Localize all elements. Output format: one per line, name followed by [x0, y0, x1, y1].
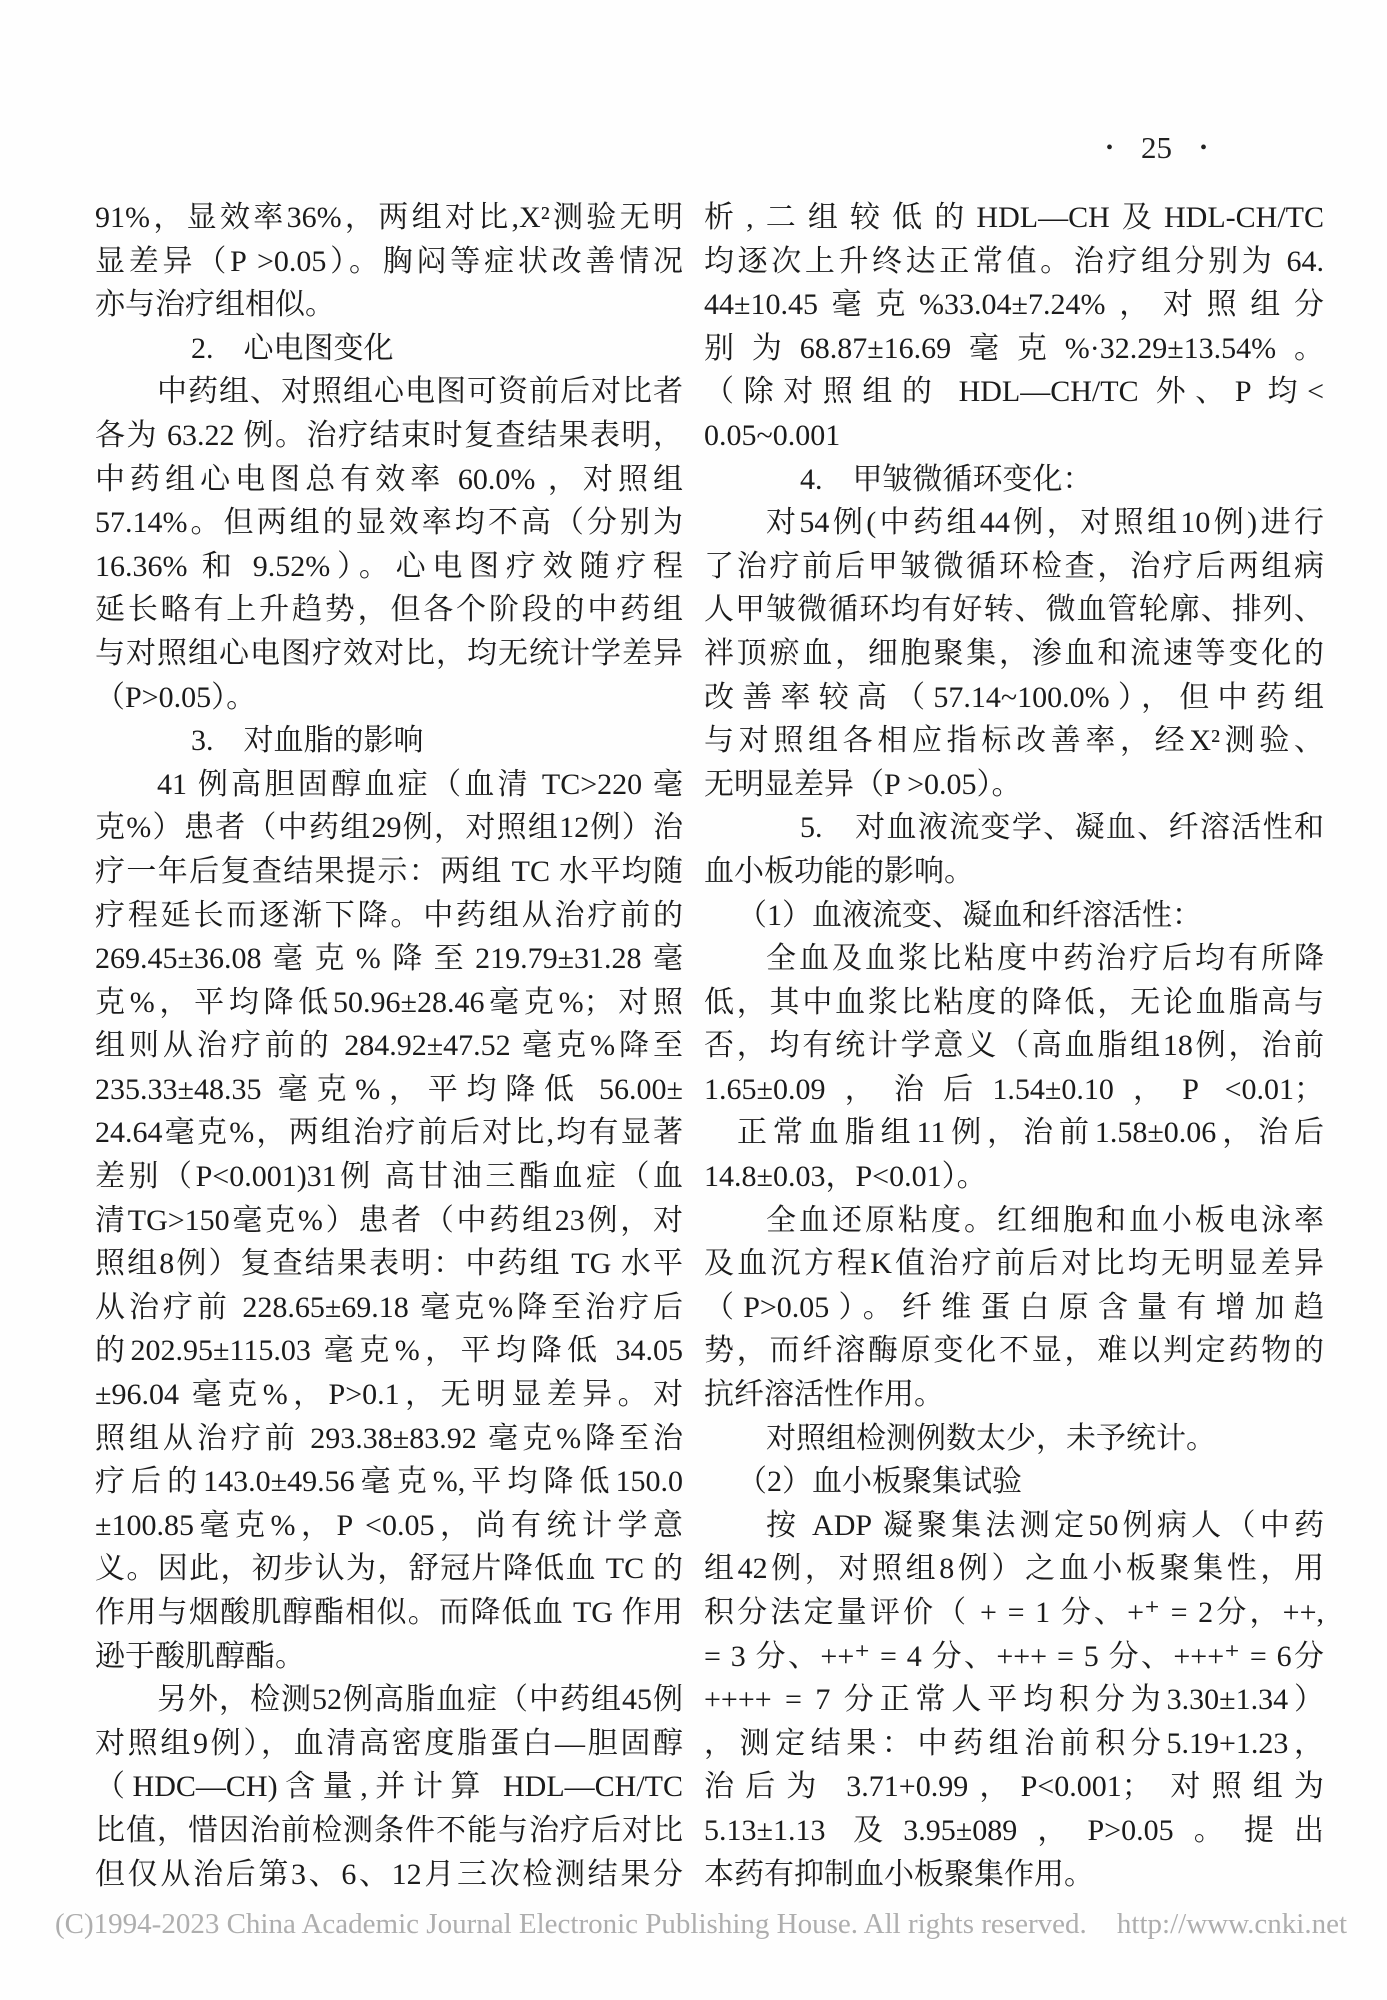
page-number-header — [1106, 130, 1207, 166]
text-line: 44±10.45毫克%33.04±7.24%，对照组分 — [704, 288, 1324, 322]
text-line: 中药组、对照组心电图可资前后对比者 — [157, 375, 683, 409]
left-column — [95, 196, 683, 1896]
text-line: 中药组心电图总有效率 60.0% ，对照组 — [95, 462, 683, 496]
text-line: 治后为 3.71+0.99，P<0.001； 对照组为 — [704, 1770, 1324, 1804]
text-line: 疗程延长而逐渐下降。中药组从治疗前的 — [95, 898, 683, 932]
text-line: 按 ADP 凝聚集法测定50例病人（中药 — [766, 1508, 1324, 1542]
text-line: 无明显差异（P >0.05）。 — [704, 767, 1022, 801]
text-line: = 3 分、++⁺ = 4 分、+++ = 5 分、+++⁺ = 6分 — [704, 1639, 1324, 1673]
text-line: 全血还原粘度。红细胞和血小板电泳率 — [766, 1203, 1324, 1237]
text-line: 与对照组心电图疗效对比，均无统计学差异 — [95, 636, 683, 670]
text-line: 全血及血浆比粘度中药治疗后均有所降 — [766, 942, 1324, 976]
text-line: 57.14%。但两组的显效率均不高（分别为 — [95, 506, 683, 540]
text-line: 抗纤溶活性作用。 — [704, 1378, 944, 1412]
text-line: 本药有抑制血小板聚集作用。 — [704, 1857, 1094, 1891]
text-line: 改善率较高（57.14~100.0%），但中药组 — [704, 680, 1324, 714]
text-line: 否，均有统计学意义（高血脂组18例，治前 — [704, 1029, 1324, 1063]
text-line: 克%）患者（中药组29例，对照组12例）治 — [95, 811, 683, 845]
text-line: 41 例高胆固醇血症（血清 TC>220 毫 — [157, 767, 683, 801]
text-line: 克%，平均降低50.96±28.46毫克%；对照 — [95, 985, 683, 1019]
text-line: 势，而纤溶酶原变化不显，难以判定药物的 — [704, 1334, 1324, 1368]
text-line: 义。因此，初步认为，舒冠片降低血 TC 的 — [95, 1552, 683, 1586]
text-line: 人甲皱微循环均有好转、微血管轮廓、排列、 — [704, 593, 1324, 627]
text-line: 另外，检测52例高脂血症（中药组45例 — [157, 1683, 683, 1717]
text-line: 14.8±0.03，P<0.01）。 — [704, 1160, 987, 1194]
text-line: 5.13±1.13 及3.95±089，P>0.05。提出 — [704, 1813, 1324, 1847]
text-line: 作用与烟酸肌醇酯相似。而降低血 TG 作用 — [95, 1596, 683, 1629]
text-line: 清TG>150毫克%）患者（中药组23例，对 — [95, 1203, 683, 1237]
text-line: 的202.95±115.03 毫克%，平均降低 34.05 — [95, 1334, 683, 1368]
text-line: （HDC—CH)含量,并计算 HDL—CH/TC — [95, 1770, 683, 1804]
text-line: 24.64毫克%，两组治疗前后对比,均有显著 — [95, 1116, 683, 1150]
cnki-url: http://www.cnki.net — [1116, 1908, 1347, 1940]
text-line: ±100.85毫克%，P <0.05，尚有统计学意 — [95, 1508, 683, 1542]
text-line: 析,二组较低的HDL—CH及HDL-CH/TC — [704, 201, 1324, 234]
text-line: 及血沉方程K值治疗前后对比均无明显差异 — [704, 1247, 1324, 1281]
text-line: 别为68.87±16.69毫克%·32.29±13.54%。 — [704, 331, 1324, 365]
text-line: 91%，显效率36%，两组对比,X²测验无明 — [95, 201, 683, 234]
text-line: 正常血脂组11例，治前1.58±0.06，治后 — [737, 1116, 1324, 1150]
text-line: 疗后的143.0±49.56毫克%,平均降低150.0 — [95, 1465, 683, 1499]
text-line: 了治疗前后甲皱微循环检查，治疗后两组病 — [704, 549, 1324, 583]
text-line: 3. 对血脂的影响 — [191, 724, 424, 758]
copyright-notice: (C)1994-2023 China Academic Journal Electronic Publishing House. All rights reserved. — [55, 1908, 1087, 1940]
text-line: 从治疗前 228.65±69.18 毫克%降至治疗后 — [95, 1290, 683, 1324]
header-bullet-right: • — [1200, 136, 1208, 159]
text-line: 显差异（P >0.05）。胸闷等症状改善情况 — [95, 244, 683, 278]
text-line: （P>0.05）。 — [95, 680, 257, 714]
text-line: 235.33±48.35 毫克%，平均降低 56.00± — [95, 1072, 683, 1106]
text-line: （除对照组的 HDL—CH/TC 外、P 均< — [704, 375, 1324, 409]
text-line: 对照组9例），血清高密度脂蛋白—胆固醇 — [95, 1726, 683, 1760]
text-line: 组42例，对照组8例）之血小板聚集性，用 — [704, 1552, 1324, 1586]
text-line: 对照组检测例数太少，未予统计。 — [766, 1421, 1216, 1455]
text-line: 对54例(中药组44例，对照组10例)进行 — [766, 506, 1324, 540]
text-line: 袢顶瘀血，细胞聚集，渗血和流速等变化的 — [704, 636, 1324, 670]
text-line: 照组从治疗前 293.38±83.92 毫克%降至治 — [95, 1421, 683, 1455]
footer — [55, 1908, 1347, 1941]
text-line: 逊于酸肌醇酯。 — [95, 1639, 305, 1673]
text-line: 差别（P<0.001)31例 高甘油三酯血症（血 — [95, 1160, 683, 1194]
text-line: 照组8例）复查结果表明：中药组 TG 水平 — [95, 1247, 683, 1281]
text-line: 疗一年后复查结果提示：两组 TC 水平均随 — [95, 854, 683, 888]
text-line: 4. 甲皱微循环变化： — [800, 462, 1093, 496]
text-line: 积分法定量评价（ + = 1 分、+⁺ = 2分，++, — [704, 1596, 1324, 1629]
text-line: 均逐次上升终达正常值。治疗组分别为 64. — [704, 244, 1324, 278]
text-line: 与对照组各相应指标改善率，经X²测验、 — [704, 724, 1324, 758]
text-line: 5. 对血液流变学、凝血、纤溶活性和 — [800, 811, 1324, 845]
page-number: 25 — [1141, 130, 1173, 165]
text-line: 亦与治疗组相似。 — [95, 288, 335, 322]
text-line: 组则从治疗前的 284.92±47.52 毫克%降至 — [95, 1029, 683, 1063]
text-line: （2）血小板聚集试验 — [737, 1465, 1022, 1499]
text-line: ，测定结果：中药组治前积分5.19+1.23， — [704, 1726, 1324, 1760]
text-line: 0.05~0.001 — [704, 418, 841, 452]
text-line: 但仅从治后第3、6、12月三次检测结果分 — [95, 1857, 683, 1891]
text-line: 比值，惜因治前检测条件不能与治疗后对比 — [95, 1813, 683, 1847]
text-line: 1.65±0.09，治后1.54±0.10，P <0.01； — [704, 1072, 1324, 1106]
text-line: ±96.04 毫克%，P>0.1，无明显差异。对 — [95, 1378, 683, 1412]
text-line: 16.36% 和 9.52%）。心电图疗效随疗程 — [95, 549, 683, 583]
text-line: 延长略有上升趋势，但各个阶段的中药组 — [95, 593, 683, 627]
text-line: （1）血液流变、凝血和纤溶活性： — [737, 898, 1202, 932]
right-column — [704, 196, 1324, 1896]
text-line: 低，其中血浆比粘度的降低，无论血脂高与 — [704, 985, 1324, 1019]
text-line: 血小板功能的影响。 — [704, 854, 974, 888]
text-line: 各为 63.22 例。治疗结束时复查结果表明， — [95, 418, 683, 452]
text-line: 2. 心电图变化 — [191, 331, 394, 365]
text-line: 269.45±36.08毫克%降至219.79±31.28毫 — [95, 942, 683, 976]
header-bullet-left: • — [1106, 136, 1114, 159]
text-line: ++++ = 7 分正常人平均积分为3.30±1.34） — [704, 1683, 1324, 1717]
text-line: （P>0.05）。纤维蛋白原含量有增加趋 — [704, 1290, 1324, 1324]
